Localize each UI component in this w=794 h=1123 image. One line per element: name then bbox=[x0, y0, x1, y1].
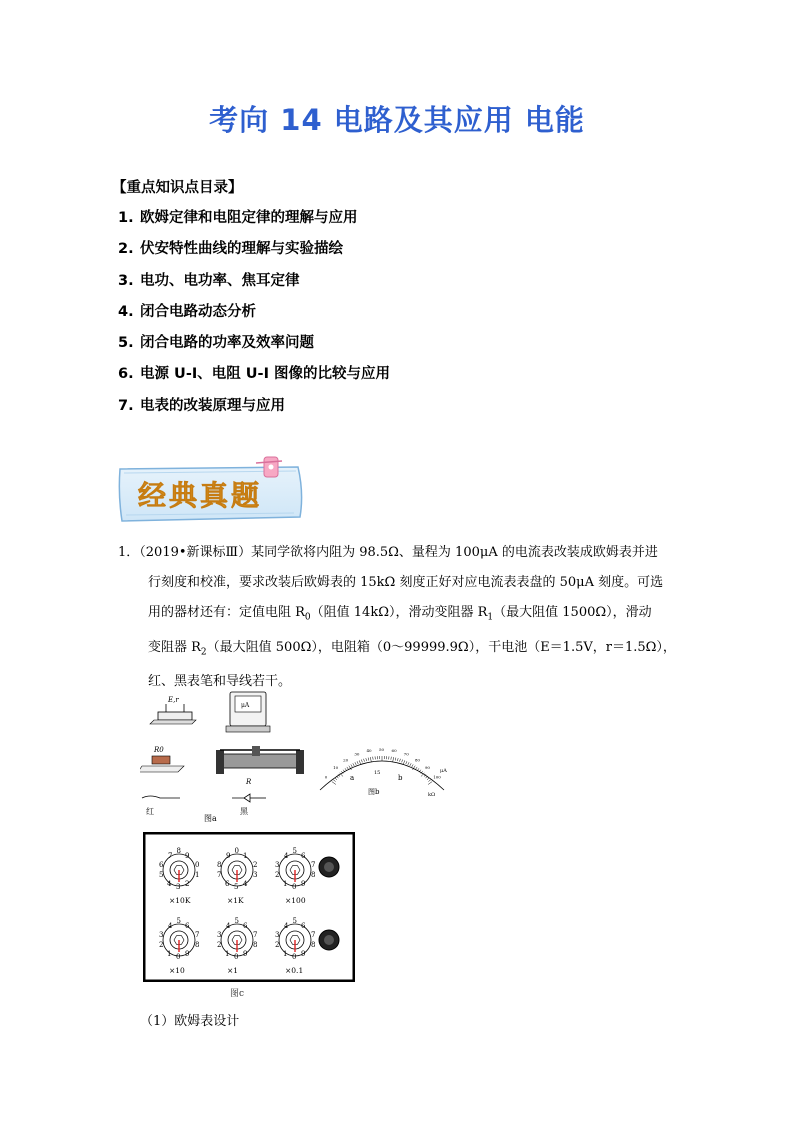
scale-label: 90 bbox=[424, 765, 430, 771]
svg-text:0: 0 bbox=[195, 861, 200, 869]
scale-tick bbox=[397, 758, 398, 761]
svg-text:8: 8 bbox=[253, 941, 258, 949]
scale-tick bbox=[351, 764, 353, 767]
dial-multiplier: ×1K bbox=[227, 896, 244, 905]
svg-text:3: 3 bbox=[275, 861, 280, 869]
svg-text:8: 8 bbox=[176, 847, 181, 855]
scale-label: 30 bbox=[354, 751, 360, 757]
svg-text:1: 1 bbox=[283, 880, 288, 888]
scale-tick bbox=[345, 768, 347, 770]
svg-text:R0: R0 bbox=[154, 746, 164, 754]
toc-item: 4. 闭合电路动态分析 bbox=[118, 303, 256, 320]
sub-question-1: （1）欧姆表设计 bbox=[140, 1014, 240, 1029]
svg-text:8: 8 bbox=[311, 941, 316, 949]
microammeter-icon bbox=[226, 692, 270, 732]
svg-text:3: 3 bbox=[159, 931, 164, 939]
scale-label: 100 bbox=[433, 774, 441, 780]
svg-text:1: 1 bbox=[283, 950, 288, 958]
svg-text:4: 4 bbox=[243, 880, 248, 888]
svg-text:7: 7 bbox=[217, 871, 222, 879]
figure-b bbox=[312, 738, 452, 800]
svg-text:4: 4 bbox=[168, 922, 173, 930]
scale-tick bbox=[408, 762, 409, 765]
svg-text:1: 1 bbox=[167, 950, 172, 958]
scale-label: 60 bbox=[391, 748, 397, 754]
scale-tick bbox=[361, 760, 362, 763]
scale-tick bbox=[410, 763, 411, 766]
figure-c-caption: 图c bbox=[230, 989, 245, 999]
svg-text:2: 2 bbox=[275, 871, 280, 879]
svg-text:1: 1 bbox=[225, 950, 230, 958]
svg-text:8: 8 bbox=[217, 861, 222, 869]
svg-text:图a: 图a bbox=[204, 814, 217, 823]
svg-text:7: 7 bbox=[311, 861, 316, 869]
scale-tick bbox=[400, 759, 401, 762]
scale-label: 40 bbox=[366, 748, 372, 754]
section-banner bbox=[116, 455, 306, 527]
svg-text:5: 5 bbox=[234, 917, 239, 925]
scale-tick bbox=[402, 760, 403, 763]
scale-tick bbox=[364, 759, 365, 762]
scale-tick bbox=[427, 778, 429, 780]
red-lead-icon bbox=[142, 796, 180, 816]
svg-text:红: 红 bbox=[146, 807, 154, 816]
svg-text:2: 2 bbox=[159, 941, 164, 949]
svg-text:7: 7 bbox=[195, 931, 200, 939]
toc-heading: 【重点知识点目录】 bbox=[112, 180, 243, 196]
question-number: 1． bbox=[118, 545, 140, 560]
svg-text:3: 3 bbox=[217, 931, 222, 939]
figure-c bbox=[143, 832, 355, 982]
svg-text:9: 9 bbox=[185, 852, 190, 860]
svg-text:图b: 图b bbox=[368, 788, 380, 796]
dial-multiplier: ×10K bbox=[169, 896, 191, 905]
svg-text:5: 5 bbox=[176, 917, 181, 925]
svg-text:4: 4 bbox=[284, 922, 289, 930]
scale-tick bbox=[428, 782, 432, 785]
toc-item: 3. 电功、电功率、焦耳定律 bbox=[118, 272, 300, 289]
svg-text:μA: μA bbox=[241, 702, 250, 709]
scale-label: 80 bbox=[414, 757, 420, 763]
svg-text:9: 9 bbox=[301, 950, 306, 958]
scale-tick bbox=[428, 780, 430, 782]
svg-text:kΩ: kΩ bbox=[428, 792, 436, 798]
scale-tick bbox=[412, 764, 414, 767]
figure-a bbox=[140, 690, 310, 825]
question-1: 1．（2019•新课标Ⅲ）某同学欲将内阻为 98.5Ω、量程为 100μA 的电流表改装成欧姆表并进 行刻度和校准，要求改装后欧姆表的 15kΩ 刻度正好对应电流表表盘的 50μA 刻度。可选 用的器材还有：定值电阻 $R_0$（阻值 14kΩ），滑动变阻器 $R_1$（最大阻值 1500Ω），滑动 变阻器 $R_2$（最大阻值 500Ω），电阻箱（0～99999.9Ω），干电池（E＝1.5V，r＝1.5Ω）， 红、黑表笔和导线若干。 bbox=[118, 545, 676, 690]
scale-label: 70 bbox=[403, 751, 409, 757]
svg-text:a: a bbox=[350, 774, 355, 782]
banner-text: 经典真题 bbox=[138, 479, 263, 512]
svg-text:0: 0 bbox=[234, 953, 239, 961]
scale-label: 10 bbox=[333, 765, 339, 771]
svg-text:0: 0 bbox=[292, 953, 297, 961]
scale-label: 20 bbox=[343, 757, 349, 763]
scale-tick bbox=[368, 758, 369, 761]
scale-tick bbox=[333, 780, 335, 782]
scale-tick bbox=[335, 778, 337, 780]
svg-text:0: 0 bbox=[292, 883, 297, 891]
svg-text:8: 8 bbox=[311, 871, 316, 879]
svg-text:2: 2 bbox=[253, 861, 258, 869]
svg-text:6: 6 bbox=[159, 861, 164, 869]
svg-text:6: 6 bbox=[225, 880, 230, 888]
resistor-r0-icon bbox=[140, 746, 184, 772]
svg-text:5: 5 bbox=[292, 917, 297, 925]
toc-list bbox=[118, 206, 390, 425]
svg-text:2: 2 bbox=[275, 941, 280, 949]
scale-label: 0 bbox=[324, 774, 328, 780]
svg-text:3: 3 bbox=[176, 883, 181, 891]
svg-text:3: 3 bbox=[275, 931, 280, 939]
svg-text:0: 0 bbox=[234, 847, 239, 855]
svg-text:6: 6 bbox=[185, 922, 190, 930]
dial-multiplier: ×100 bbox=[285, 896, 306, 905]
svg-text:5: 5 bbox=[292, 847, 297, 855]
svg-text:15: 15 bbox=[374, 770, 381, 776]
svg-text:7: 7 bbox=[168, 852, 173, 860]
toc-item: 1. 欧姆定律和电阻定律的理解与应用 bbox=[118, 210, 358, 226]
svg-text:9: 9 bbox=[185, 950, 190, 958]
svg-text:5: 5 bbox=[159, 871, 164, 879]
scale-tick bbox=[406, 761, 407, 764]
svg-text:2: 2 bbox=[217, 941, 222, 949]
svg-text:R: R bbox=[246, 778, 252, 786]
scale-tick bbox=[370, 757, 371, 762]
svg-text:6: 6 bbox=[301, 922, 306, 930]
toc-item: 6. 电源 U-I、电阻 U-I 图像的比较与应用 bbox=[118, 366, 391, 383]
svg-text:2: 2 bbox=[185, 880, 190, 888]
dial-multiplier: ×10 bbox=[169, 966, 185, 975]
svg-text:9: 9 bbox=[243, 950, 248, 958]
svg-text:7: 7 bbox=[253, 931, 258, 939]
scale-tick bbox=[347, 767, 349, 769]
black-lead-icon bbox=[232, 794, 266, 816]
svg-text:b: b bbox=[398, 774, 403, 782]
svg-text:6: 6 bbox=[301, 852, 306, 860]
page-title: 考向 14 电路及其应用 电能 bbox=[209, 103, 585, 137]
svg-text:4: 4 bbox=[226, 922, 231, 930]
terminal-icon bbox=[319, 930, 339, 950]
svg-text:9: 9 bbox=[226, 852, 231, 860]
svg-text:1: 1 bbox=[243, 852, 248, 860]
svg-text:8: 8 bbox=[195, 941, 200, 949]
svg-text:5: 5 bbox=[234, 883, 239, 891]
svg-text:3: 3 bbox=[253, 871, 258, 879]
svg-text:1: 1 bbox=[195, 871, 200, 879]
svg-text:4: 4 bbox=[167, 880, 172, 888]
svg-text:0: 0 bbox=[176, 953, 181, 961]
toc-item: 7. 电表的改装原理与应用 bbox=[118, 397, 285, 414]
scale-tick bbox=[366, 758, 367, 761]
scale-tick bbox=[332, 782, 336, 785]
toc-item: 5. 闭合电路的功率及效率问题 bbox=[118, 335, 314, 352]
svg-text:4: 4 bbox=[284, 852, 289, 860]
terminal-icon bbox=[319, 857, 339, 877]
scale-tick bbox=[395, 758, 396, 761]
battery-icon bbox=[150, 696, 196, 724]
scale-tick bbox=[417, 768, 419, 770]
scale-tick bbox=[415, 767, 417, 769]
rheostat-icon bbox=[216, 746, 304, 786]
scale-tick bbox=[355, 762, 356, 765]
scale-tick bbox=[393, 757, 394, 762]
svg-text:7: 7 bbox=[311, 931, 316, 939]
svg-text:E,r: E,r bbox=[168, 696, 179, 704]
svg-text:9: 9 bbox=[301, 880, 306, 888]
toc-item: 2. 伏安特性曲线的理解与实验描绘 bbox=[118, 241, 343, 258]
scale-tick bbox=[357, 761, 358, 764]
svg-text:μA: μA bbox=[440, 768, 447, 774]
scale-tick bbox=[353, 763, 354, 766]
scale-label: 50 bbox=[379, 747, 385, 752]
svg-text:黑: 黑 bbox=[240, 807, 248, 816]
svg-text:6: 6 bbox=[243, 922, 248, 930]
dial-multiplier: ×0.1 bbox=[285, 966, 304, 975]
dial-multiplier: ×1 bbox=[227, 966, 239, 975]
